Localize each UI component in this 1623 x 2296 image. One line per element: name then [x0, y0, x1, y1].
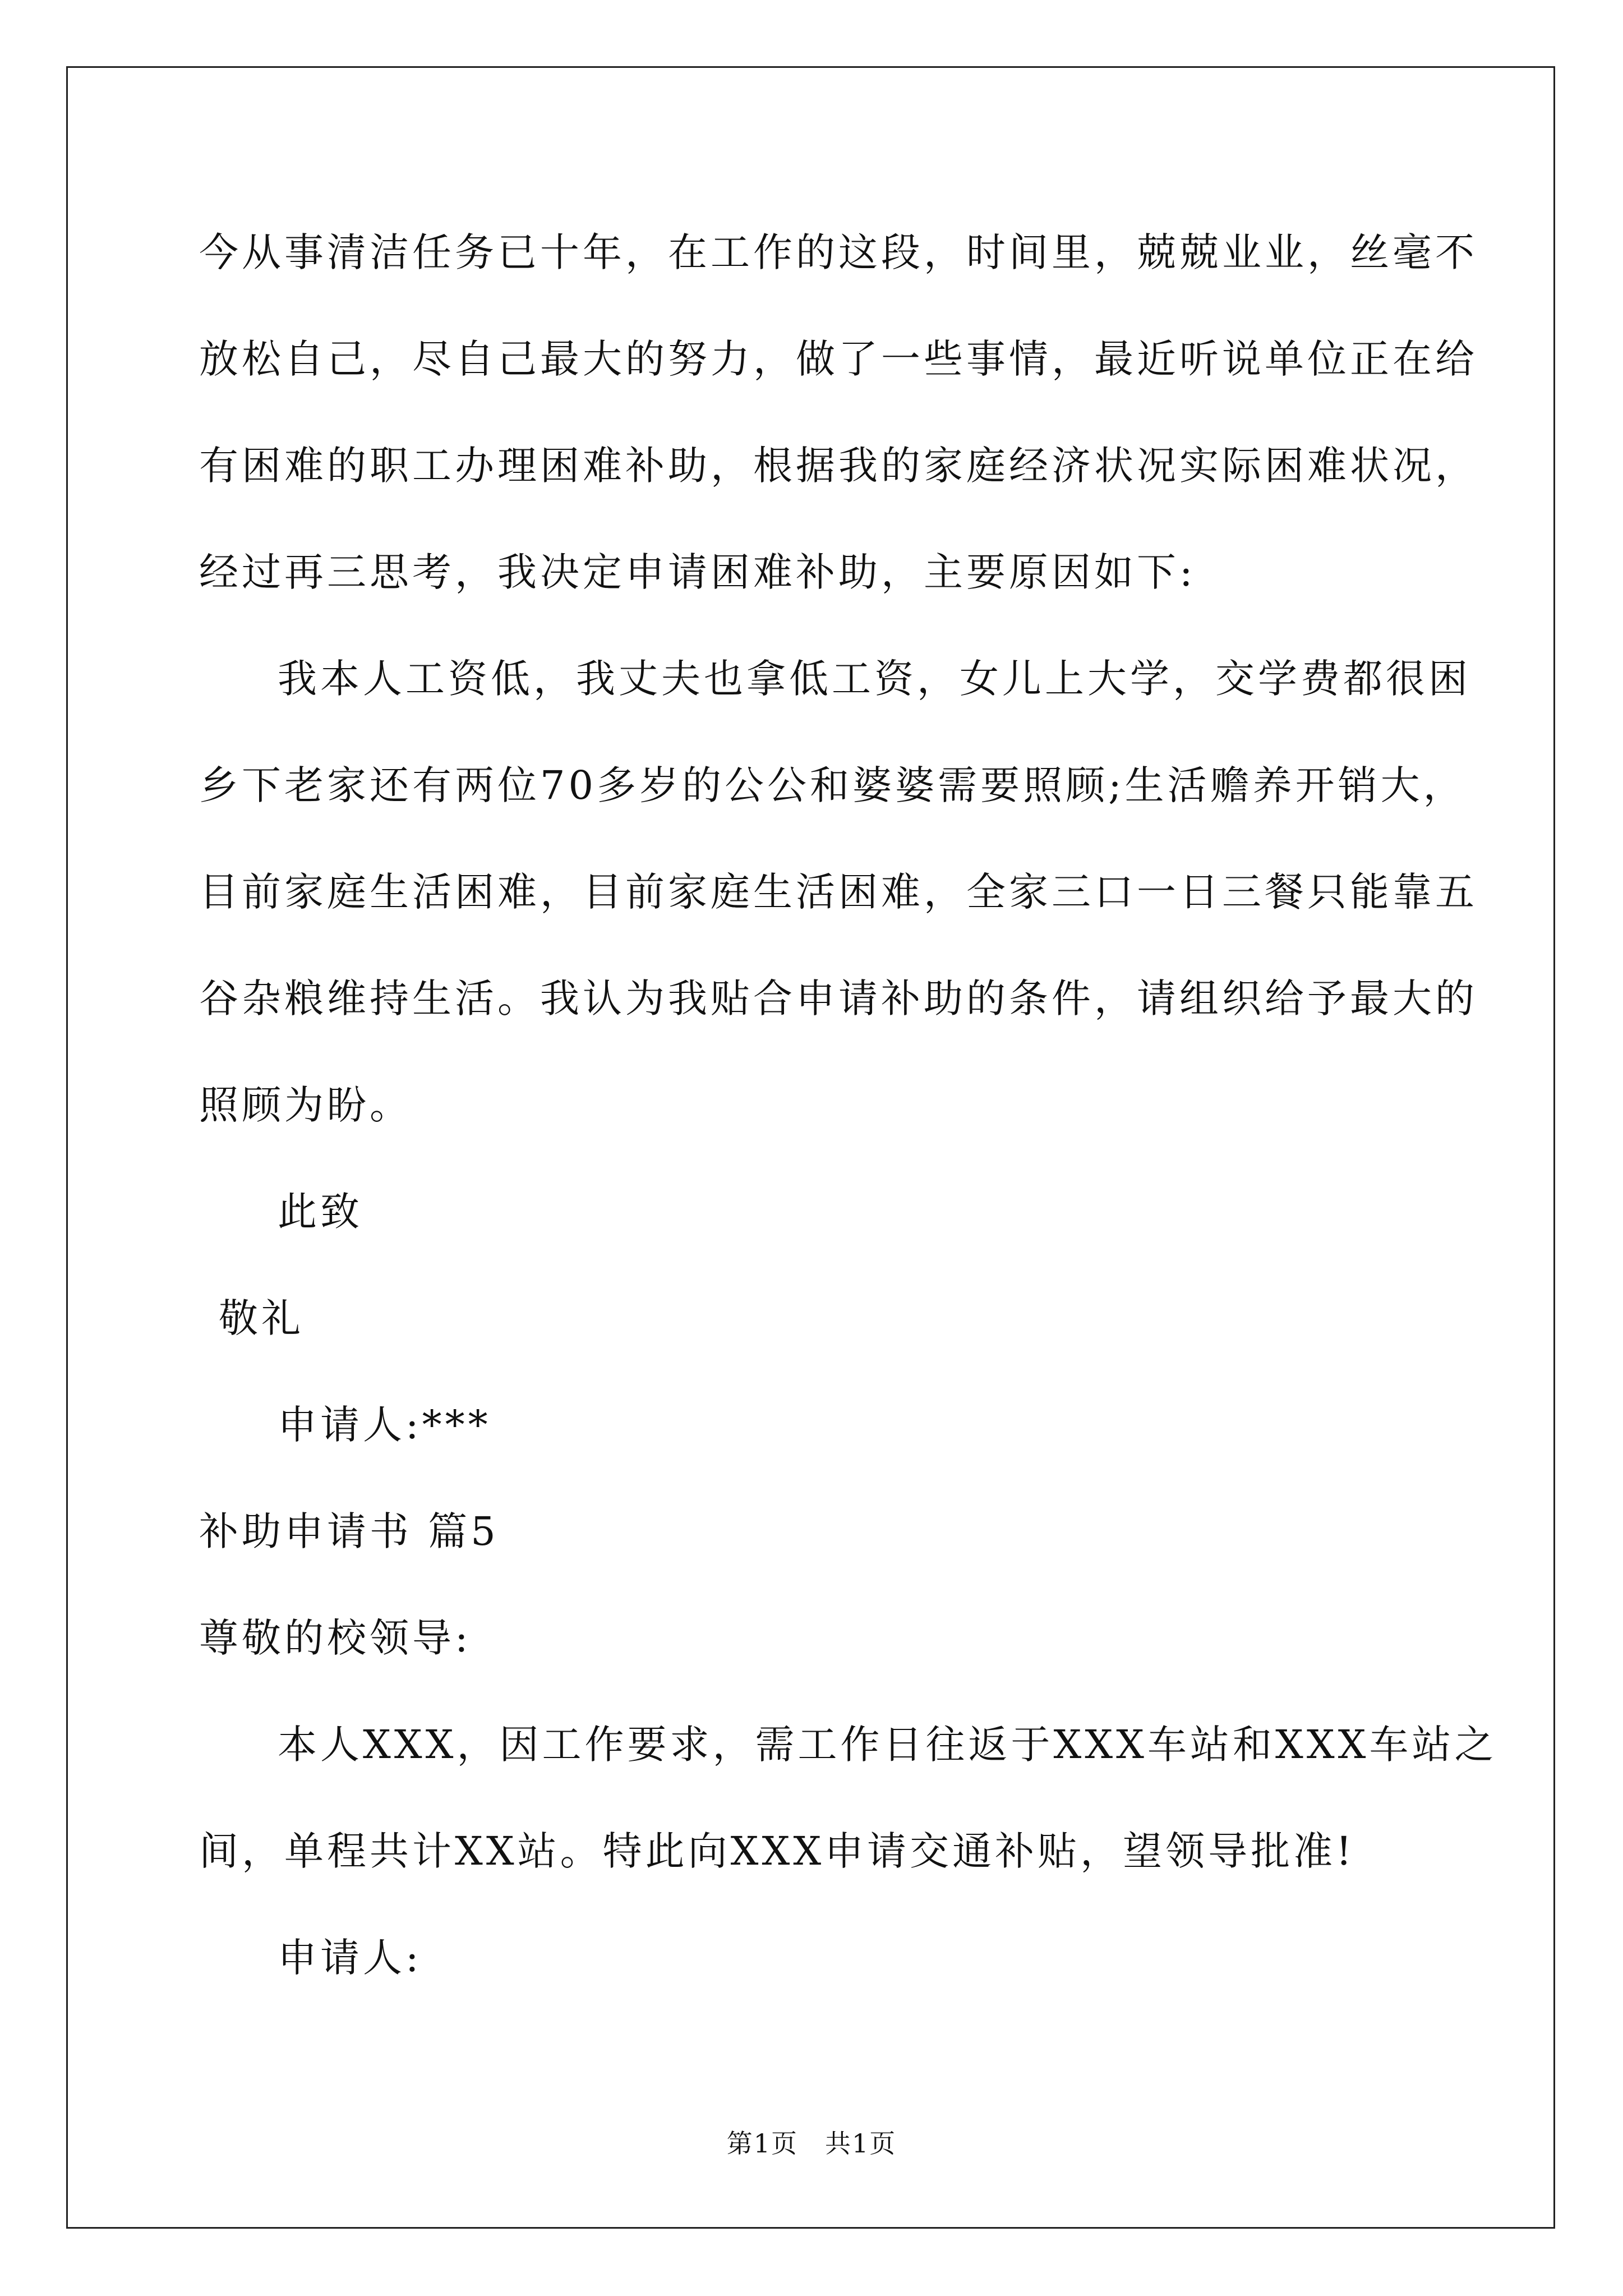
paragraph-line: 本人XXX，因工作要求，需工作日往返于XXX车站和XXX车站之 — [278, 1722, 1497, 1768]
applicant-signature: 申请人: — [278, 1935, 422, 1981]
paragraph-line: 谷杂粮维持生活。我认为我贴合申请补助的条件，请组织给予最大的 — [199, 976, 1478, 1022]
paragraph-line: 乡下老家还有两位70多岁的公公和婆婆需要照顾;生活赡养开销大， — [199, 762, 1466, 808]
paragraph-line: 今从事清洁任务已十年，在工作的这段，时间里，兢兢业业，丝毫不 — [199, 229, 1478, 275]
paragraph-line: 经过再三思考，我决定申请困难补助，主要原因如下: — [199, 549, 1196, 595]
closing-salutation: 此致 — [278, 1189, 363, 1235]
paragraph-line: 照顾为盼。 — [199, 1082, 412, 1128]
document-body — [199, 199, 1497, 2011]
paragraph-line: 放松自己，尽自己最大的努力，做了一些事情，最近听说单位正在给 — [199, 336, 1478, 382]
page-footer: 第1页 共1页 — [726, 2128, 897, 2159]
letter-greeting: 尊敬的校领导: — [199, 1615, 472, 1661]
paragraph-line: 我本人工资低，我丈夫也拿低工资，女儿上大学，交学费都很困 — [278, 656, 1471, 702]
section-heading: 补助申请书 篇5 — [199, 1508, 499, 1554]
applicant-signature: 申请人:*** — [278, 1402, 491, 1448]
closing-regards: 敬礼 — [219, 1295, 304, 1341]
paragraph-line: 有困难的职工办理困难补助，根据我的家庭经济状况实际困难状况， — [199, 443, 1478, 489]
paragraph-line: 间，单程共计XX站。特此向XXX申请交通补贴，望领导批准! — [199, 1828, 1355, 1874]
paragraph-line: 目前家庭生活困难，目前家庭生活困难，全家三口一日三餐只能靠五 — [199, 869, 1478, 915]
